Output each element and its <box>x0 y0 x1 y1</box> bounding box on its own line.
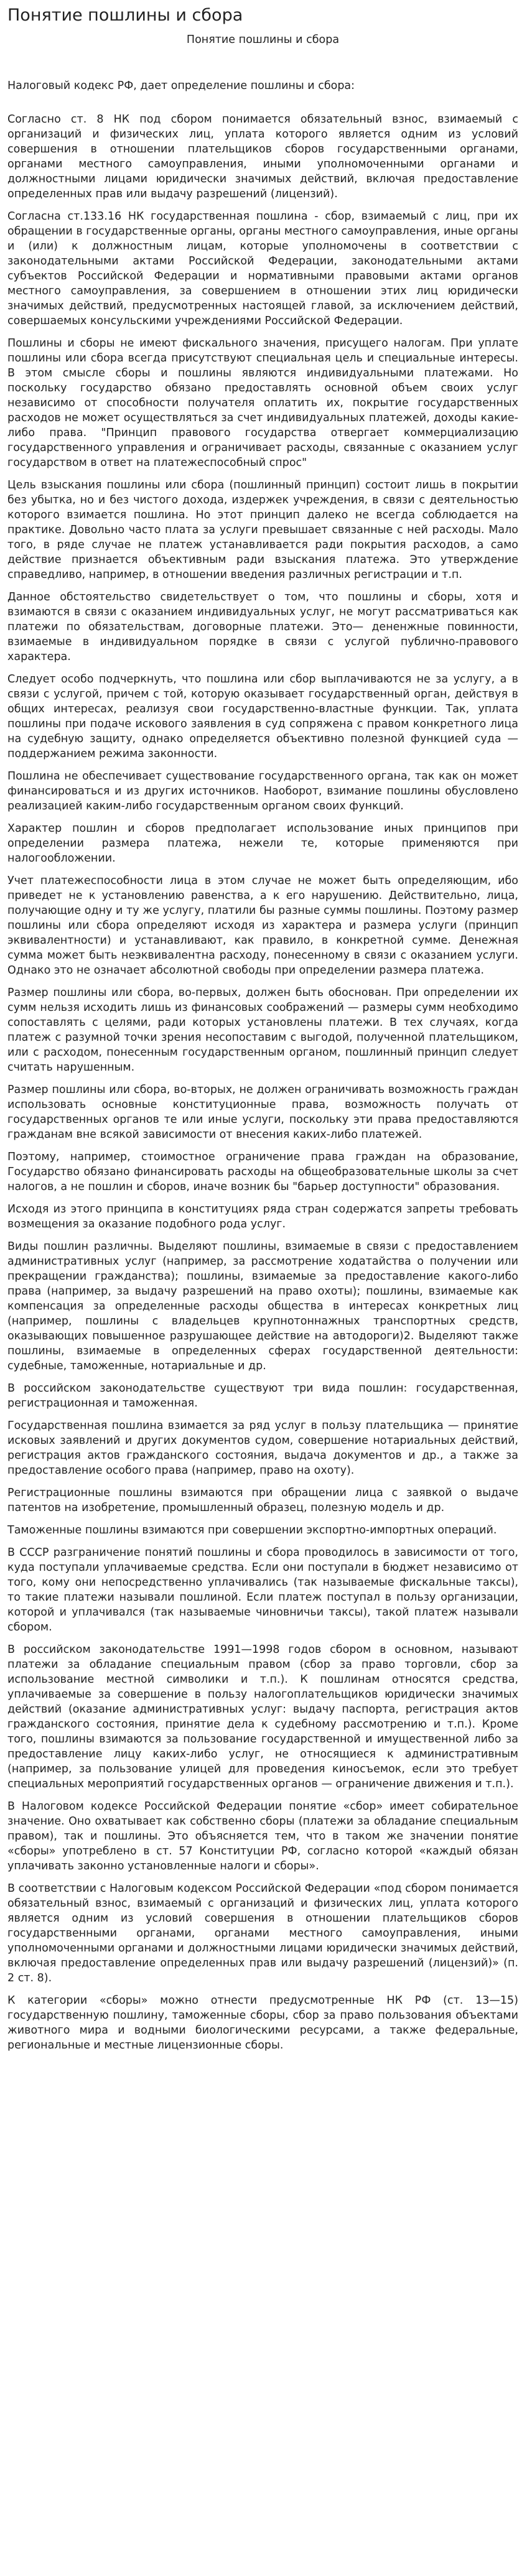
paragraph: Размер пошлины или сбора, во-вторых, не должен ограничивать возможность граждан использовать основные конституционные права, возможность получать от государственных органов те или иные услуги, поскольку эти права предоставляются гражданам вне всякой зависимости от внесения каких-либо платежей. <box>7 1084 518 1141</box>
paragraph: В российском законодательстве 1991—1998 годов сбором в основном, называют платежи за обладание специальным правом (сбор за право торговли, сбор за использование местной символики и т.п.). К пошлинам относятся средства, уплачиваемые за совершение в пользу налогоплательщиков юридически значимых действий (оказание административных услуг: выдачу паспорта, регистрация актов гражданского состояния, принятие дела к судебному рассмотрению и т.п.). Кроме того, пошлины взимаются за пользование государственной и имущественной либо за предоставление лицу каких-либо услуг, не относящиеся к административным (например, за пользование улицей для проведения киносъемок, если это требует специальных мероприятий государственных органов — ограничение движения и т.п.). <box>7 1644 518 1790</box>
paragraph: К категории «сборы» можно отнести предусмотренные НК РФ (ст. 13—15) государственную пошлину, таможенные сборы, сбор за право пользования объектами животного мира и водными биологическими ресурсами, а также федеральные, региональные и местные лицензионные сборы. <box>7 1994 518 2052</box>
paragraph: В российском законодательстве существуют три вида пошлин: государственная, регистрационная и таможенная. <box>7 1382 518 1410</box>
paragraph: Цель взыскания пошлины или сбора (пошлинный принцип) состоит лишь в покрытии без убытка, но и без чистого дохода, издержек учреждения, в связи с деятельностью которого взимается пошлина. Но этот принцип далеко не всегда соблюдается на практике. Довольно часто плата за услуги превышает связанные с ней расходы. Мало того, в ряде случае не платеж устанавливается ради покрытия расходов, а само действие признается объективным ради взыскания платежа. Это утверждение справедливо, например, в отношении введения различных регистрации и т.п. <box>7 479 518 581</box>
document-body <box>7 112 518 2053</box>
paragraph: Исходя из этого принципа в конституциях ряда стран содержатся запреты требовать возмещения за оказание подобного рода услуг. <box>7 1203 518 1230</box>
document-subtitle: Понятие пошлины и сбора <box>186 34 340 46</box>
paragraph: Виды пошлин различны. Выделяют пошлины, взимаемые в связи с предоставлением административных услуг (например, за рассмотрение ходатайства о получении или прекращении гражданства); пошлины, взимаемые за предоставление какого-либо права (например, за выдачу разрешений на право охоты); пошлины, взимаемые как компенсация за определенные расходы общества в интересах конкретных лиц (например, пошлины с владельцев крупнотоннажных транспортных средств, оказывающих повышенное разрушающее действие на автодороги)2. Выделяют также пошлины, взимаемые в определенных сферах государственной деятельности: судебные, таможенные, нотариальные и др. <box>7 1240 518 1372</box>
paragraph: Следует особо подчеркнуть, что пошлина или сбор выплачиваются не за услугу, а в связи с услугой, причем с той, которую оказывает государственный орган, действуя в общих интересах, реализуя свои государственно-властные функции. Так, уплата пошлины при подаче искового заявления в суд сопряжена с правом конкретного лица на судебную защиту, однако определяется объективно полезной функцией суда — поддержанием режима законности. <box>7 673 518 760</box>
paragraph: Регистрационные пошлины взимаются при обращении лица с заявкой о выдаче патентов на изобретение, промышленный образец, полезную модель и др. <box>7 1487 518 1514</box>
paragraph: Размер пошлины или сбора, во-первых, должен быть обоснован. При определении их сумм нельзя исходить лишь из финансовых соображений — размеры сумм необходимо сопоставлять с целями, ради которых установлены платежи. В тех случаях, когда платеж с разумной точки зрения несопоставим с выгодой, полученной плательщиком, или с расходом, понесенным государственным органом, пошлинный принцип следует считать нарушенным. <box>7 987 518 1074</box>
paragraph: Согласно ст. 8 НК под сбором понимается обязательный взнос, взимаемый с организаций и физических лиц, уплата которого является одним из условий совершения в отношении плательщиков сборов государственными органами, органами местного самоуправления, иными уполномоченными органами и должностными лицами юридически значимых действий, включая предоставление определенных прав или выдачу разрешений (лицензий). <box>7 113 518 200</box>
paragraph: Согласна ст.133.16 НК государственная пошлина - сбор, взимаемый с лиц, при их обращении в государственные органы, органы местного самоуправления, иные органы и (или) к должностным лицам, которые уполномочены в соответствии с законодательными актами Российской Федерации, законодательными актами субъектов Российской Федерации и нормативными правовыми актами органов местного самоуправления, за совершением в отношении этих лиц юридически значимых действий, предусмотренных настоящей главой, за исключением действий, совершаемых консульскими учреждениями Российской Федерации. <box>7 210 518 327</box>
intro-line: Налоговый кодекс РФ, дает определение пошлины и сбора: <box>7 80 355 92</box>
paragraph: В СССР разграничение понятий пошлины и сбора проводилось в зависимости от того, куда поступали уплачиваемые средства. Если они поступали в бюджет независимо от того, кому они непосредственно уплачивались (так называемые фискальные таксы), то такие платежи называли пошлиной. Если платеж поступал в пользу организации, которой и уплачивался (так называемые чиновничьи таксы), такой платеж называли сбором. <box>7 1546 518 1634</box>
paragraph: В соответствии с Налоговым кодексом Российской Федерации «под сбором понимается обязательный взнос, взимаемый с организаций и физических лиц, уплата которого является одним из условий совершения в отношении плательщиков сборов государственными органами, органами местного самоуправления, иными уполномоченными органами и должностными лицами юридически значимых действий, включая предоставление определенных прав или выдачу разрешений (лицензий)» (п. 2 ст. 8). <box>7 1882 518 1984</box>
paragraph: Учет платежеспособности лица в этом случае не может быть определяющим, ибо приведет не к установлению равенства, а к его нарушению. Действительно, лица, получающие одну и ту же услугу, платили бы разные суммы пошлины. Поэтому размер пошлины или сбора определяют исходя из характера и размера услуги (принцип эквивалентности) и устанавливают, как правило, в конкретной сумме. Денежная сумма может быть неэквивалентна расходу, понесенному в связи с оказанием услуги. Однако это не означает абсолютной свободы при определении размера платежа. <box>7 875 518 977</box>
paragraph: Характер пошлин и сборов предполагает использование иных принципов при определении размера платежа, нежели те, которые применяются при налогообложении. <box>7 822 518 865</box>
paragraph: Пошлина не обеспечивает существование государственного органа, так как он может финансироваться и из других источников. Наоборот, взимание пошлины обусловлено реализацией каким-либо государственным органом своих функций. <box>7 770 518 812</box>
paragraph: В Налоговом кодексе Российской Федерации понятие «сбор» имеет собирательное значение. Оно охватывает как собственно сборы (платежи за обладание специальным правом), так и пошлины. Это объясняется тем, что в таком же значении понятие «сборы» употреблено в ст. 57 Конституции РФ, согласно которой «каждый обязан уплачивать законно установленные налоги и сборы». <box>7 1800 518 1872</box>
paragraph: Государственная пошлина взимается за ряд услуг в пользу плательщика — принятие исковых заявлений и других документов судом, совершение нотариальных действий, регистрация актов гражданского состояния, выдача документов и др., а также за предоставление особого права (например, право на охоту). <box>7 1420 518 1477</box>
paragraph: Пошлины и сборы не имеют фискального значения, присущего налогам. При уплате пошлины или сбора всегда присутствуют специальная цель и специальные интересы. В этом смысле сборы и пошлины являются индивидуальными платежами. Но поскольку государство обязано предоставлять основной объем своих услуг независимо от способности получателя оплатить их, покрытие государственных расходов не может осуществляться за счет индивидуальных платежей, доходы какие-либо права. "Принцип правового государства отвергает коммерциализацию государственного управления и ограничивает расходы, связанные с оказанием услуг государством в ответ на платежеспособный спрос" <box>7 337 518 469</box>
page-title: Понятие пошлины и сбора <box>7 6 243 25</box>
paragraph: Таможенные пошлины взимаются при совершении экспортно-импортных операций. <box>7 1524 497 1537</box>
paragraph: Поэтому, например, стоимостное ограничение права граждан на образование, Государство обязано финансировать расходы на общеобразовательные школы за счет налогов, а не пошлин и сборов, иначе возник бы "барьер доступности" образования. <box>7 1151 518 1193</box>
paragraph: Данное обстоятельство свидетельствует о том, что пошлины и сборы, хотя и взимаются в связи с оказанием индивидуальных услуг, не могут рассматриваться как платежи по обязательствам, договорные платежи. Это— дененжные повинности, взимаемые в индивидуальном порядке в связи с услугой публично-правового характера. <box>7 591 518 663</box>
